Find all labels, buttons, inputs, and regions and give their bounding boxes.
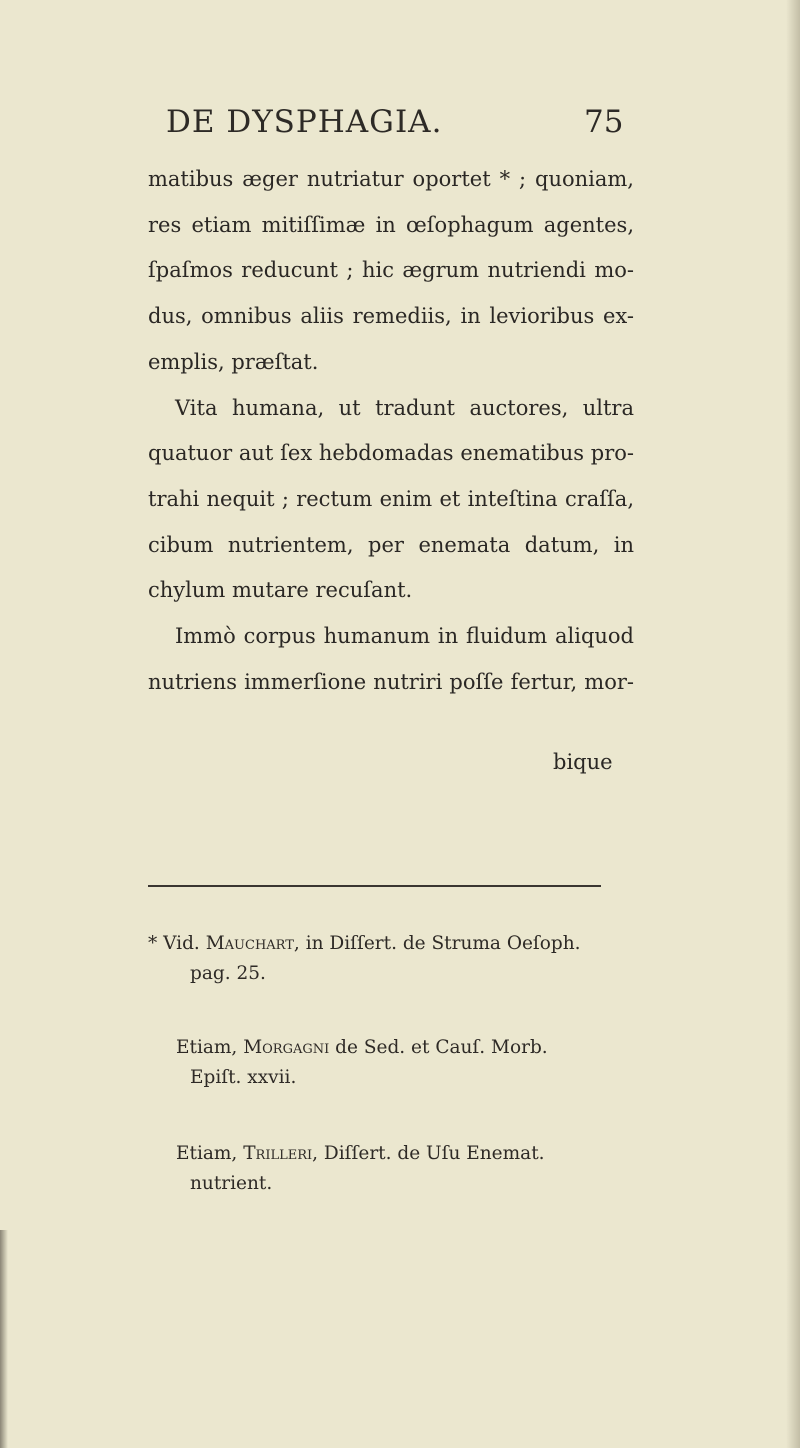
footnote-prefix: Vid.: [163, 933, 200, 954]
text-line: trahi nequit ; rectum enim et inteſtina craſſa,: [148, 486, 634, 511]
footnote-marker: *: [148, 933, 158, 954]
footnote-text: in Diſſert. de Struma Oeſoph.: [305, 933, 581, 954]
main-text: [148, 157, 634, 705]
text-line: cibum nutrientem, per enemata datum, in: [148, 532, 634, 557]
footnote-text: Diſſert. de Uſu Enemat.: [323, 1143, 545, 1164]
page-header: [0, 104, 800, 164]
footnote-continuation: pag. 25.: [190, 963, 266, 984]
footnote-rule: [148, 885, 601, 887]
footnote-line: [148, 929, 581, 959]
footnote-prefix: Etiam,: [176, 1037, 238, 1058]
binding-shadow: [0, 1230, 8, 1448]
author-name: Morgagni: [243, 1037, 330, 1058]
footnote-prefix: Etiam,: [176, 1143, 238, 1164]
footnote-continuation: nutrient.: [190, 1173, 273, 1194]
footnote-line: [148, 1139, 545, 1169]
text-line: emplis, præſtat.: [148, 349, 319, 374]
catchword: bique: [553, 750, 613, 774]
footnote: [148, 929, 581, 989]
author-name: Trilleri,: [243, 1143, 319, 1164]
text-line: Immò corpus humanum in fluidum aliquod: [175, 624, 634, 649]
text-line: quatuor aut ſex hebdomadas enematibus pro-: [148, 441, 634, 466]
footnote: [148, 1033, 548, 1093]
page-edge-shadow: [786, 0, 800, 1448]
text-line: matibus æger nutriatur oportet * ; quoniam,: [148, 167, 634, 191]
footnote-continuation: Epiſt. xxvii.: [190, 1067, 297, 1088]
footnote: [148, 1139, 545, 1199]
page-number: 75: [584, 104, 624, 140]
footnote-text: de Sed. et Cauſ. Morb.: [335, 1037, 548, 1058]
text-line: res etiam mitiſſimæ in œſophagum agentes,: [148, 212, 634, 237]
text-line: Vita humana, ut tradunt auctores, ultra: [175, 395, 634, 420]
text-line: nutriens immerſione nutriri poſſe fertur, mor-: [148, 669, 634, 694]
footnote-line: [148, 1033, 548, 1063]
running-head: DE DYSPHAGIA.: [166, 104, 443, 140]
author-name: Mauchart,: [205, 933, 300, 954]
text-line: chylum mutare recuſant.: [148, 578, 413, 603]
text-line: dus, omnibus aliis remediis, in levioribus ex-: [148, 304, 634, 329]
text-line: ſpaſmos reducunt ; hic ægrum nutriendi mo-: [148, 258, 634, 283]
